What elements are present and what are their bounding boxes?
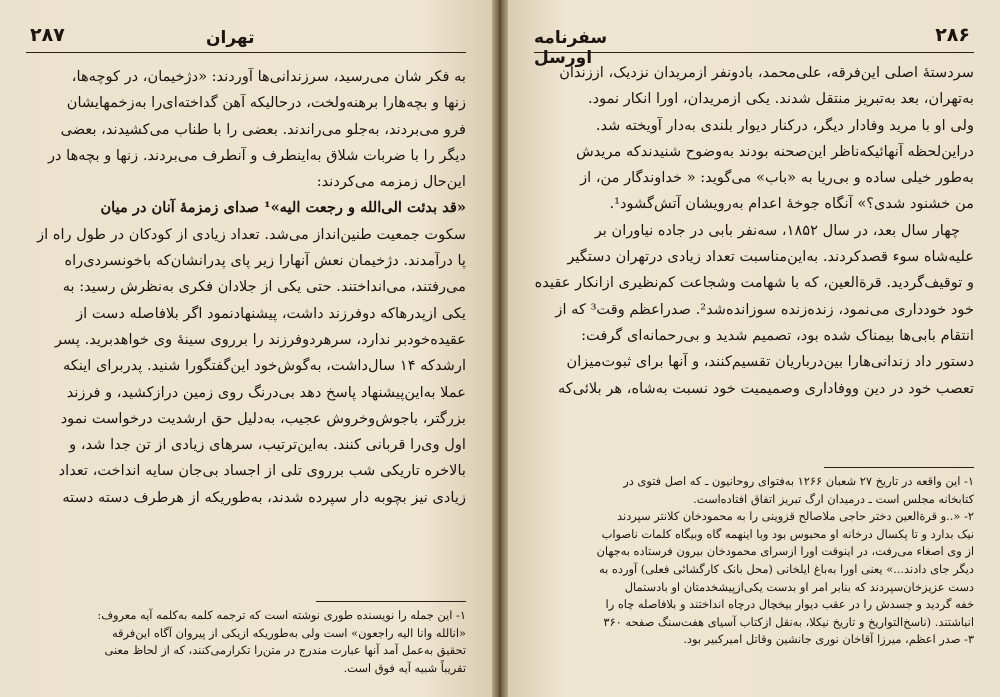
footnote-line: ۲- «..و قرةالعین دختر حاجی ملاصالح قزوینی را به محمودخان کلانتر سپردند xyxy=(617,509,974,524)
body-line: فرو می‌بردند، به‌جلو می‌راندند. بعضی را با طناب می‌کشیدند، بعضی xyxy=(60,120,466,138)
left-page-number: ۲۸۷ xyxy=(30,24,65,46)
footnote-line: دیگر جای دادند...» یعنی اورا به‌باغ ایلخانی (محل بانک کارگشائی فعلی) آورده به xyxy=(599,561,974,576)
footnote-line: تحقیق به‌عمل آمد آنها عبارت مندرج در متن‌را تکرارمی‌کنند، که از لحاظ معنی xyxy=(104,643,466,658)
body-line: سکوت جمعیت طنین‌انداز می‌شد. تعداد زیادی از کودکان در طول راه از xyxy=(37,225,466,243)
right-running-title: سفرنامه اورسل xyxy=(534,28,608,68)
right-body-text xyxy=(534,60,974,402)
body-line: ولی او با مرید وفادار دیگر، درکنار دیوار بلندی به‌دار آویخته شد. xyxy=(595,116,974,134)
body-line: اول وی‌را قربانی کنند. به‌این‌ترتیب، سرهای زیادی از تن جدا شد، و xyxy=(69,436,466,454)
footnote-line: ۱- این واقعه در تاریخ ۲۷ شعبان ۱۲۶۶ به‌فتوای روحانیون ـ که اصل فتوی در xyxy=(623,474,974,488)
footnote-line: تقریباً شبیه آیه فوق است. xyxy=(343,660,466,675)
body-line: زیادی نیز بچوبه دار سپرده شدند، به‌طوریکه از هرطرف دسته دسته xyxy=(62,488,466,506)
right-footnotes xyxy=(534,473,974,649)
book-gutter xyxy=(492,0,508,697)
body-line: می‌رفتند، می‌انداختند. حتی یکی از جلادان فکری به‌نظرش رسید: به xyxy=(62,278,466,296)
body-line: بالاخره تاریکی شب برروی تلی از اجساد بی‌جان سایه انداخت، تعداد xyxy=(58,462,466,480)
footnote-rule xyxy=(316,601,466,602)
footnote-line: دست عزیزخان‌سپردند که بنابر امر او بدست یکی‌ازپیشخدمتان او بادستمال xyxy=(624,579,974,594)
body-line: دیگر را با ضربات شلاق به‌اینطرف و آنطرف می‌بردند. زنها و بچه‌ها در xyxy=(47,146,466,164)
body-line: این‌حال زمزمه می‌کردند: xyxy=(316,173,466,191)
body-line: یکی از‌پدرها‌که دوفرزند داشت، پیشنهادنمود اگر بلافاصله دست از xyxy=(76,304,466,322)
body-line: ارشدکه ۱۴ سال‌داشت، به‌گوش‌خود این‌گفتگورا شنید. پدربرای اینکه xyxy=(62,357,466,375)
footnote-line: ۱- این جمله را نویسنده طوری نوشته است که ترجمه کلمه به‌کلمه آیه معروف: xyxy=(97,608,466,622)
footnote-3 xyxy=(534,631,974,649)
body-line: به‌تهران، بعد به‌تبریز منتقل شدند. یکی ازمریدان، اورا انکار نمود. xyxy=(587,90,974,108)
footnote-line: خفه گردید و جسدش را در عقب دیوار بیخچال درچاه انداختند و بلافاصله چاه را xyxy=(605,597,974,612)
footnote-line: «انالله وانا الیه راجعون» است ولی به‌طوریکه ازیکی از پیروان آگاه این‌فرقه xyxy=(111,625,466,640)
body-line: و توقیف‌گردید. قرةالعین، که با شهامت وشجاعت کم‌نظیری ازانکار عقیده xyxy=(534,274,974,292)
footnote-1 xyxy=(534,473,974,508)
body-line-quote: «قد بدئت الی‌الله و رجعت الیه»¹ صدای زمزمهٔ آنان در میان xyxy=(100,199,466,217)
right-page-header xyxy=(534,22,974,68)
body-line: دستور داد زندانی‌هارا بین‌درباریان تقسیم‌کنند، و آنها برای ثبوت‌میزان xyxy=(566,353,974,371)
footnote-line: نیک بدارد و تا پکسال درخانه او محبوس بود وبا اینهمه گاه وبیگاه کلمات ناصواب xyxy=(601,526,974,541)
left-body-text xyxy=(26,64,466,511)
body-line: چهار سال بعد، در سال ۱۸۵۲، سه‌نفر بابی در جاده نیاوران بر xyxy=(594,221,960,239)
footnote-line: کتابخانه مجلس است ـ درمیدان ارگ تبریز اتفاق افتاده‌است. xyxy=(693,491,974,506)
right-page xyxy=(508,0,1000,697)
left-footnotes xyxy=(26,607,466,677)
body-line: به‌طور خیلی ساده و بی‌ریا به «باب» می‌گوید: « خداوندگار من، از xyxy=(580,169,974,187)
body-line: خود خودداری می‌نمود، زنده‌زنده سوزانده‌شد². صدراعظم وقت³ که از xyxy=(555,300,974,318)
body-line: انتقام بابی‌ها بیمناک شده بود، تصمیم شدید و بی‌رحمانه‌ای گرفت: xyxy=(581,326,974,344)
body-line: بزرگتر، باجوش‌وخروش عجیب، به‌دلیل حق ارشدیت درخواست نمود xyxy=(60,409,466,427)
body-line: به فکر شان می‌رسید، سرزندانی‌ها آوردند: «دژخیمان، در کوچه‌ها، xyxy=(71,68,466,85)
body-line: من خشنود شدی؟» آنگاه جوخهٔ اعدام به‌رویشان آتش‌گشود¹. xyxy=(609,195,974,213)
left-running-title: تهران xyxy=(206,28,255,48)
body-line: زنها و بچه‌هارا برهنه‌ولخت، درحالیکه آهن گداخته‌ای‌را به‌زخمهایشان xyxy=(66,94,466,112)
footnote-line: از وی اصغاء می‌رفت، در اینوقت اورا ازسرای محمودخان بیرون فرستاده به‌جهان xyxy=(596,544,974,559)
body-line: علیه‌شاه سوء قصدکردند. به‌این‌مناسبت تعداد زیادی درتهران دستگیر xyxy=(567,248,974,266)
body-line: سردستهٔ اصلی این‌فرقه، علی‌محمد، با‌دو‌نفر ازمریدان نزدیک، اززندان xyxy=(559,64,974,81)
footnote-rule xyxy=(824,467,974,468)
footnote-line: انباشتند. (ناسخ‌التواریخ و تاریخ نیکلا، به‌نقل ازکتاب آسیای هفت‌سنگ صفحه ۳۶۰ xyxy=(603,614,974,629)
footnote-line: ۳- صدر اعظم، میرزا آقاخان نوری جانشین وقاتل امیرکبیر بود. xyxy=(683,632,974,647)
footnote-2 xyxy=(534,508,974,631)
body-line: عملا به‌این‌پیشنهاد پاسخ دهد بی‌درنگ روی زمین درازکشید، و فرزند xyxy=(66,383,466,401)
left-page xyxy=(0,0,492,697)
right-page-number: ۲۸۶ xyxy=(935,24,970,46)
body-line: تعصب خود در دین ووفاداری وصمیمیت خود نسبت به‌شاه، هر بلائی‌که xyxy=(557,379,974,397)
body-line: دراین‌لحظه آنهائیکه‌ناظر این‌صحنه بودند به‌وضوح شنیدندکه مریدش xyxy=(575,142,974,160)
body-line: پا در‌آمدند. دژخیمان نعش آنهارا زیر پای پدرانشان‌که باخونسردی‌راه xyxy=(64,252,466,270)
left-page-header xyxy=(26,22,466,53)
body-line: عقیده‌خودبر ندارد، سرهردوفرزند را برروی سینه‌ٔ وی خواهدبرید. پسر xyxy=(54,330,466,348)
